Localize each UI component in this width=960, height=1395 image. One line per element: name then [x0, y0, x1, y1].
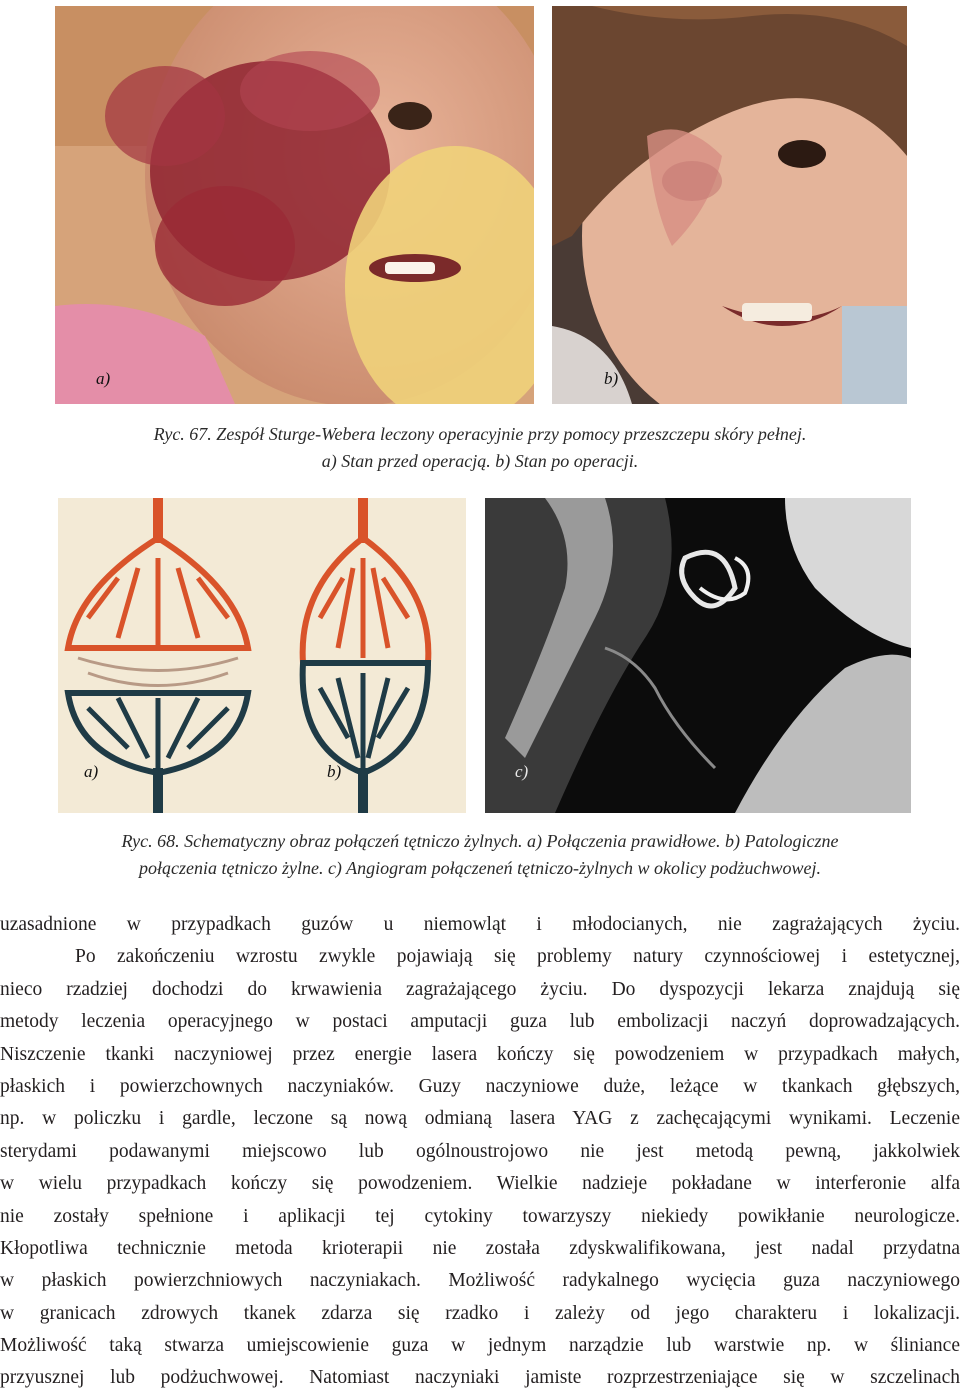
- figure68-caption-line2: połączenia tętniczo żylne. c) Angiogram połączeneń tętniczo-żylnych w okolicy podżuchwowej.: [138, 858, 821, 878]
- body-line: np. w policzku i gardle, leczone są nową odmianą lasera YAG z zachęcającymi wynikami. Leczenie: [0, 1108, 960, 1130]
- figure67-caption-line2: a) Stan przed operacją. b) Stan po operacji.: [321, 451, 639, 471]
- body-line: nie zostały spełnione i aplikacji tej cytokiny towarzyszy niekiedy powikłanie neurologicze.: [0, 1205, 960, 1227]
- vessel-schematic-illustration: [58, 498, 466, 813]
- body-line: w płaskich powierzchniowych naczyniakach. Możliwość radykalnego wycięcia guza naczyniowego: [0, 1270, 960, 1292]
- figure67-caption: [0, 421, 960, 475]
- figure68-caption: [0, 828, 960, 882]
- body-text: [0, 909, 960, 1395]
- face-before-illustration: [55, 6, 534, 404]
- figure68-caption-line1: Ryc. 68. Schematyczny obraz połączeń tętniczo żylnych. a) Połączenia prawidłowe. b) Patologiczne: [121, 831, 839, 851]
- body-line: Po zakończeniu wzrostu zwykle pojawiają się problemy natury czynnościowej i estetycznej,: [75, 946, 960, 968]
- figure67-label-a: a): [96, 369, 111, 388]
- figure68-label-a: a): [84, 762, 99, 781]
- figure68-label-b: b): [327, 762, 342, 781]
- photo-before-surgery: [55, 6, 534, 404]
- body-line: Możliwość taką stwarza umiejscowienie guza w jednym narządzie lub warstwie np. w śliniance: [0, 1335, 960, 1357]
- figure68-label-c: c): [515, 762, 529, 781]
- figure67-label-b: b): [604, 369, 619, 388]
- body-line: w granicach zdrowych tkanek zdarza się rzadko i zależy od jego charakteru i lokalizacji.: [0, 1302, 960, 1324]
- figure67-caption-line1: Ryc. 67. Zespół Sturge-Webera leczony operacyjnie przy pomocy przeszczepu skóry pełnej.: [153, 424, 807, 444]
- body-line: płaskich i powierzchownych naczyniaków. Guzy naczyniowe duże, leżące w tkankach głębszych,: [0, 1075, 960, 1097]
- schematic-av-connections: [58, 498, 466, 813]
- body-line: Niszczenie tkanki naczyniowej przez energie lasera kończy się powodzeniem w przypadkach małych,: [0, 1043, 960, 1065]
- photo-after-surgery: [552, 6, 907, 404]
- body-line: nieco rzadziej dochodzi do krwawienia zagrażającego życiu. Do dyspozycji lekarza znajdują się: [0, 978, 960, 1000]
- angiogram-image: [485, 498, 911, 813]
- face-after-illustration: [552, 6, 907, 404]
- body-line: metody leczenia operacyjnego w postaci amputacji guza lub embolizacji naczyń doprowadzających.: [0, 1011, 960, 1033]
- body-line: uzasadnione w przypadkach guzów u niemowląt i młodocianych, nie zagrażających życiu.: [0, 914, 960, 935]
- body-line: sterydami podawanymi miejscowo lub ogólnoustrojowo nie jest metodą pewną, jakkolwiek: [0, 1140, 960, 1162]
- body-line: w wielu przypadkach kończy się powodzeniem. Wielkie nadzieje pokładane w interferonie alfa: [0, 1173, 960, 1195]
- body-line: Kłopotliwa technicznie metoda krioterapii nie została zdyskwalifikowana, jest nadal przydatna: [0, 1237, 960, 1259]
- angiogram-illustration: [485, 498, 911, 813]
- body-line: przyusznej lub podżuchwowej. Natomiast naczyniaki jamiste rozprzestrzeniające się w szczelinach: [0, 1367, 960, 1389]
